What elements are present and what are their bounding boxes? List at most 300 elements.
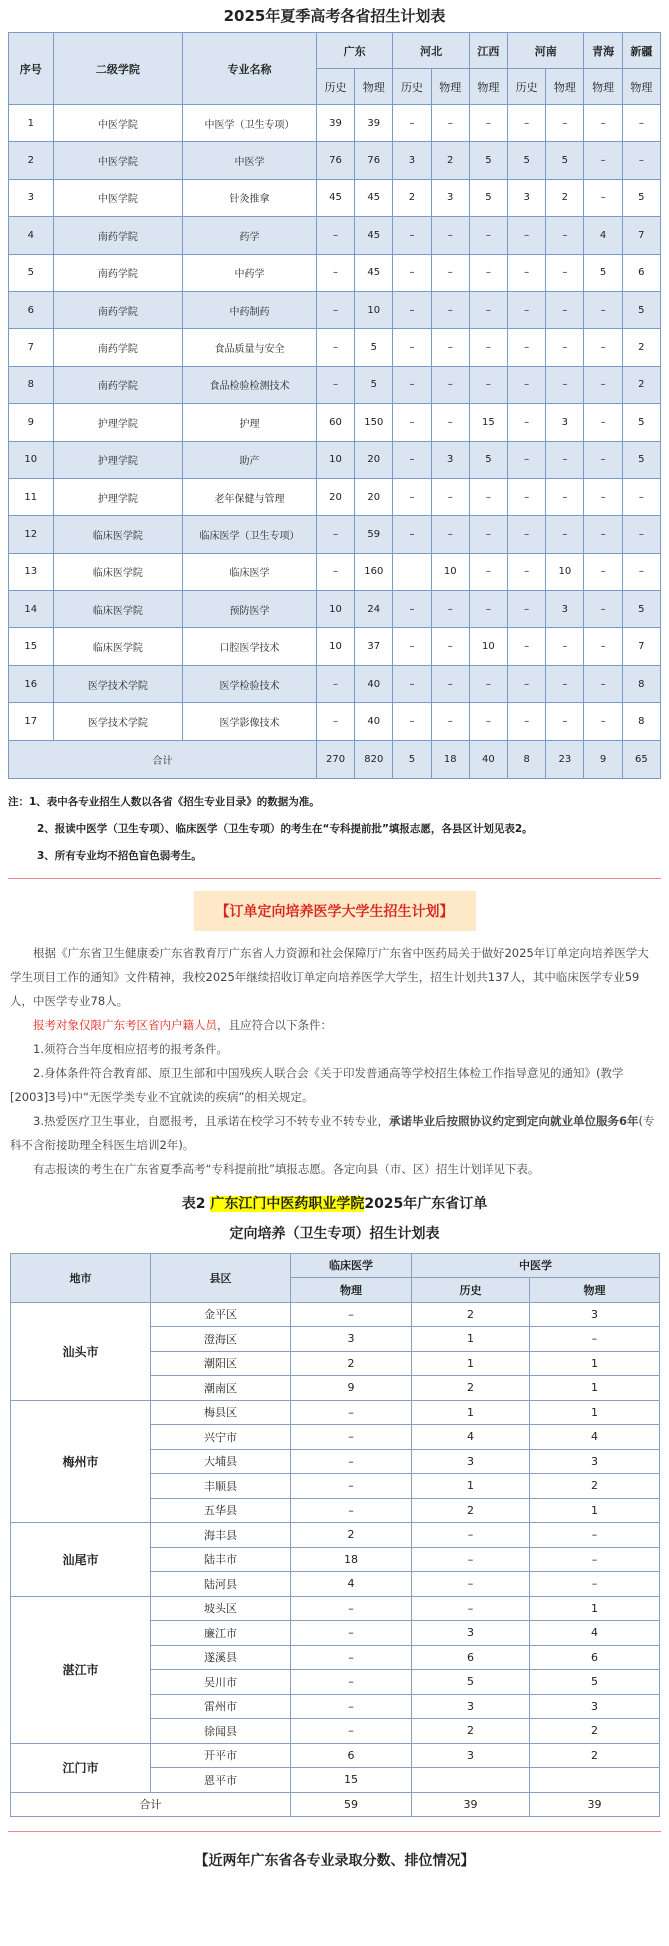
table-row xyxy=(9,553,661,590)
row-index: 16 xyxy=(9,665,54,702)
quota-cell: 3 xyxy=(412,1621,530,1646)
quota-cell: – xyxy=(508,366,546,403)
quota-cell: – xyxy=(431,291,469,328)
quota-cell: 3 xyxy=(546,404,584,441)
quota-cell: 1 xyxy=(412,1327,530,1352)
table-row xyxy=(9,254,661,291)
header-province-jiangxi: 江西 xyxy=(469,33,507,69)
quota-cell: 3 xyxy=(546,591,584,628)
header-sub: 物理 xyxy=(469,69,507,105)
row-index: 9 xyxy=(9,404,54,441)
quota-cell: – xyxy=(393,404,431,441)
quota-cell: 1 xyxy=(412,1351,530,1376)
quota-cell: 5 xyxy=(355,329,393,366)
quota-cell: 4 xyxy=(291,1572,412,1597)
table-row xyxy=(9,329,661,366)
quota-cell: 10 xyxy=(546,553,584,590)
college-cell: 临床医学院 xyxy=(53,516,183,553)
quota-cell: – xyxy=(316,703,354,740)
table-row xyxy=(9,591,661,628)
eligibility-highlight: 报考对象仅限广东考区省内户籍人员 xyxy=(33,1017,217,1032)
table-row xyxy=(9,217,661,254)
row-index: 5 xyxy=(9,254,54,291)
header-sub: 历史 xyxy=(316,69,354,105)
college-cell: 南药学院 xyxy=(53,329,183,366)
county-cell: 金平区 xyxy=(151,1302,291,1327)
quota-cell: – xyxy=(584,329,622,366)
quota-cell: – xyxy=(546,291,584,328)
quota-cell: – xyxy=(508,404,546,441)
t2-header-physics: 物理 xyxy=(291,1278,412,1303)
quota-cell: – xyxy=(622,553,660,590)
quota-cell: 10 xyxy=(316,628,354,665)
quota-cell: – xyxy=(469,553,507,590)
table-row xyxy=(11,1596,660,1621)
row-index: 11 xyxy=(9,478,54,515)
quota-cell: 2 xyxy=(412,1719,530,1744)
major-cell: 中药制药 xyxy=(183,291,317,328)
major-cell: 药学 xyxy=(183,217,317,254)
section-body xyxy=(0,941,669,1181)
header-sub: 历史 xyxy=(508,69,546,105)
total-cell: 39 xyxy=(530,1792,660,1816)
quota-cell: 45 xyxy=(355,254,393,291)
quota-cell: 1 xyxy=(530,1498,660,1523)
notes xyxy=(0,779,669,870)
county-cell: 恩平市 xyxy=(151,1768,291,1793)
quota-cell: – xyxy=(508,254,546,291)
quota-cell: 3 xyxy=(431,441,469,478)
quota-cell: – xyxy=(622,142,660,179)
quota-cell: 5 xyxy=(355,366,393,403)
major-cell: 临床医学（卫生专项） xyxy=(183,516,317,553)
section-banner: 【订单定向培养医学大学生招生计划】 xyxy=(194,891,476,931)
quota-cell: 2 xyxy=(412,1376,530,1401)
quota-cell: – xyxy=(546,516,584,553)
quota-cell: 5 xyxy=(469,179,507,216)
quota-cell xyxy=(530,1768,660,1793)
county-cell: 大埔县 xyxy=(151,1449,291,1474)
quota-cell: 37 xyxy=(355,628,393,665)
paragraph-condition-1: 1.须符合当年度相应招考的报考条件。 xyxy=(33,1041,228,1056)
quota-cell: 2 xyxy=(622,366,660,403)
quota-cell: 5 xyxy=(546,142,584,179)
quota-cell: – xyxy=(546,478,584,515)
quota-cell: – xyxy=(316,291,354,328)
quota-cell: 5 xyxy=(508,142,546,179)
quota-cell: – xyxy=(584,516,622,553)
quota-cell: – xyxy=(393,217,431,254)
quota-cell: – xyxy=(584,404,622,441)
quota-cell: 2 xyxy=(393,179,431,216)
quota-cell: 3 xyxy=(412,1743,530,1768)
major-cell: 口腔医学技术 xyxy=(183,628,317,665)
row-index: 17 xyxy=(9,703,54,740)
quota-cell: – xyxy=(291,1719,412,1744)
quota-cell: – xyxy=(584,441,622,478)
quota-cell: 45 xyxy=(355,217,393,254)
table1-body xyxy=(9,105,661,779)
quota-cell: – xyxy=(469,591,507,628)
header-sub: 物理 xyxy=(355,69,393,105)
quota-cell: – xyxy=(393,591,431,628)
quota-cell: 1 xyxy=(530,1376,660,1401)
quota-cell: – xyxy=(584,703,622,740)
county-cell: 廉江市 xyxy=(151,1621,291,1646)
quota-cell: – xyxy=(508,628,546,665)
major-cell: 中医学 xyxy=(183,142,317,179)
header-sub: 物理 xyxy=(584,69,622,105)
total-label: 合计 xyxy=(9,740,317,778)
quota-cell: – xyxy=(393,478,431,515)
quota-cell: – xyxy=(393,628,431,665)
major-cell: 老年保健与管理 xyxy=(183,478,317,515)
quota-cell: – xyxy=(508,591,546,628)
quota-cell: – xyxy=(530,1327,660,1352)
quota-cell: 2 xyxy=(530,1474,660,1499)
quota-cell: 60 xyxy=(316,404,354,441)
college-cell: 临床医学院 xyxy=(53,628,183,665)
header-sub: 物理 xyxy=(546,69,584,105)
quota-cell: – xyxy=(393,254,431,291)
quota-cell: – xyxy=(508,441,546,478)
college-cell: 南药学院 xyxy=(53,217,183,254)
quota-cell: 3 xyxy=(530,1694,660,1719)
condition-3-a: 3.热爱医疗卫生事业，自愿报考，且承诺在校学习不转专业不转专业， xyxy=(33,1113,389,1128)
quota-cell: – xyxy=(584,478,622,515)
total-cell: 65 xyxy=(622,740,660,778)
table-row xyxy=(9,516,661,553)
table1-title: 2025年夏季高考各省招生计划表 xyxy=(223,7,446,25)
paragraph-eligibility xyxy=(0,1013,669,1037)
quota-cell: 5 xyxy=(622,404,660,441)
college-cell: 护理学院 xyxy=(53,441,183,478)
table-row xyxy=(9,105,661,142)
county-cell: 陆丰市 xyxy=(151,1547,291,1572)
quota-cell: 7 xyxy=(622,217,660,254)
quota-cell: – xyxy=(393,366,431,403)
major-cell: 护理 xyxy=(183,404,317,441)
quota-cell: 4 xyxy=(412,1425,530,1450)
header-college: 二级学院 xyxy=(53,33,183,105)
quota-cell: 76 xyxy=(355,142,393,179)
table2-body xyxy=(11,1302,660,1816)
table-row xyxy=(9,703,661,740)
note-1: 注：1、表中各专业招生人数以各省《招生专业目录》的数据为准。 xyxy=(8,795,320,808)
total-cell: 270 xyxy=(316,740,354,778)
total-cell: 40 xyxy=(469,740,507,778)
quota-cell: – xyxy=(584,179,622,216)
t2-header-clinical: 临床医学 xyxy=(291,1253,412,1278)
quota-cell: – xyxy=(508,291,546,328)
quota-cell: 160 xyxy=(355,553,393,590)
quota-cell: – xyxy=(291,1694,412,1719)
quota-cell: – xyxy=(431,329,469,366)
quota-cell: – xyxy=(291,1425,412,1450)
city-cell: 湛江市 xyxy=(11,1596,151,1743)
college-cell: 护理学院 xyxy=(53,404,183,441)
row-index: 4 xyxy=(9,217,54,254)
condition-3-c: (专科不含衔接助理全科医生培训2年)。 xyxy=(10,1113,655,1152)
county-cell: 陆河县 xyxy=(151,1572,291,1597)
quota-cell: 2 xyxy=(546,179,584,216)
quota-cell: 4 xyxy=(530,1621,660,1646)
t2-header-city: 地市 xyxy=(11,1253,151,1302)
major-cell: 临床医学 xyxy=(183,553,317,590)
quota-cell: – xyxy=(546,217,584,254)
header-major: 专业名称 xyxy=(183,33,317,105)
quota-cell: 15 xyxy=(291,1768,412,1793)
quota-cell: – xyxy=(584,553,622,590)
major-cell: 食品检验检测技术 xyxy=(183,366,317,403)
quota-cell: – xyxy=(530,1523,660,1548)
quota-cell: 76 xyxy=(316,142,354,179)
quota-cell: 1 xyxy=(530,1351,660,1376)
quota-cell: 5 xyxy=(530,1670,660,1695)
county-cell: 雷州市 xyxy=(151,1694,291,1719)
table-row xyxy=(11,1743,660,1768)
quota-cell: – xyxy=(393,329,431,366)
table-row xyxy=(9,404,661,441)
quota-cell: 3 xyxy=(412,1449,530,1474)
quota-cell: – xyxy=(431,665,469,702)
quota-cell: – xyxy=(291,1302,412,1327)
table-row xyxy=(9,665,661,702)
quota-cell: – xyxy=(584,291,622,328)
college-cell: 医学技术学院 xyxy=(53,703,183,740)
quota-cell: 7 xyxy=(622,628,660,665)
quota-cell: – xyxy=(530,1572,660,1597)
county-cell: 兴宁市 xyxy=(151,1425,291,1450)
condition-3-bold: 承诺毕业后按照协议约定到定向就业单位服务6年 xyxy=(388,1113,639,1128)
quota-cell: – xyxy=(316,217,354,254)
quota-cell: 2 xyxy=(291,1523,412,1548)
quota-cell: – xyxy=(584,591,622,628)
county-cell: 五华县 xyxy=(151,1498,291,1523)
header-province-qinghai: 青海 xyxy=(584,33,622,69)
row-index: 7 xyxy=(9,329,54,366)
quota-cell: 3 xyxy=(393,142,431,179)
quota-cell: 3 xyxy=(412,1694,530,1719)
quota-cell: – xyxy=(291,1474,412,1499)
row-index: 13 xyxy=(9,553,54,590)
quota-cell: 10 xyxy=(469,628,507,665)
quota-cell: – xyxy=(546,254,584,291)
quota-cell: – xyxy=(508,516,546,553)
t2-header-history: 历史 xyxy=(412,1278,530,1303)
table-row xyxy=(11,1523,660,1548)
table-row xyxy=(11,1400,660,1425)
college-cell: 南药学院 xyxy=(53,366,183,403)
quota-cell: 4 xyxy=(530,1425,660,1450)
quota-cell: – xyxy=(469,366,507,403)
quota-cell: – xyxy=(530,1547,660,1572)
county-cell: 梅县区 xyxy=(151,1400,291,1425)
quota-cell: 2 xyxy=(530,1743,660,1768)
total-cell: 820 xyxy=(355,740,393,778)
quota-cell: – xyxy=(546,703,584,740)
quota-cell: 6 xyxy=(412,1645,530,1670)
county-plan-table xyxy=(10,1253,660,1817)
quota-cell: – xyxy=(584,142,622,179)
major-cell: 预防医学 xyxy=(183,591,317,628)
major-cell: 针灸推拿 xyxy=(183,179,317,216)
header-sub: 物理 xyxy=(622,69,660,105)
paragraph-condition-2: 2.身体条件符合教育部、原卫生部和中国残疾人联合会《关于印发普通高等学校招生体检工作指导意见的通知》(教学[2003]3号)中“无医学类专业不宜就读的疾病”的相关规定。 xyxy=(10,1065,624,1104)
quota-cell: – xyxy=(546,366,584,403)
quota-cell: – xyxy=(431,591,469,628)
quota-cell: – xyxy=(291,1498,412,1523)
paragraph-intro: 根据《广东省卫生健康委广东省教育厅广东省人力资源和社会保障厅广东省中医药局关于做好2025年订单定向培养医学大学生项目工作的通知》文件精神，我校2025年继续招收订单定向培养医学大学生，招生计划共137人，其中临床医学专业59人，中医学专业78人。 xyxy=(10,945,649,1008)
quota-cell: 3 xyxy=(291,1327,412,1352)
table-row xyxy=(11,1302,660,1327)
quota-cell: 39 xyxy=(355,105,393,142)
quota-cell: 20 xyxy=(316,478,354,515)
quota-cell: – xyxy=(412,1523,530,1548)
county-cell: 丰顺县 xyxy=(151,1474,291,1499)
quota-cell: – xyxy=(412,1596,530,1621)
college-cell: 中医学院 xyxy=(53,105,183,142)
table-row xyxy=(9,628,661,665)
quota-cell: 3 xyxy=(508,179,546,216)
major-cell: 食品质量与安全 xyxy=(183,329,317,366)
table-row xyxy=(9,478,661,515)
major-cell: 中药学 xyxy=(183,254,317,291)
city-cell: 汕头市 xyxy=(11,1302,151,1400)
quota-cell: – xyxy=(469,516,507,553)
county-cell: 开平市 xyxy=(151,1743,291,1768)
quota-cell: 10 xyxy=(431,553,469,590)
college-cell: 临床医学院 xyxy=(53,591,183,628)
total-cell: 18 xyxy=(431,740,469,778)
quota-cell: – xyxy=(622,478,660,515)
row-index: 14 xyxy=(9,591,54,628)
row-index: 2 xyxy=(9,142,54,179)
quota-cell: – xyxy=(393,516,431,553)
quota-cell: – xyxy=(316,665,354,702)
county-cell: 徐闻县 xyxy=(151,1719,291,1744)
quota-cell: – xyxy=(546,105,584,142)
quota-cell: 40 xyxy=(355,703,393,740)
county-cell: 海丰县 xyxy=(151,1523,291,1548)
major-cell: 医学影像技术 xyxy=(183,703,317,740)
quota-cell: – xyxy=(508,329,546,366)
quota-cell: – xyxy=(546,329,584,366)
total-cell: 5 xyxy=(393,740,431,778)
row-index: 8 xyxy=(9,366,54,403)
quota-cell: 2 xyxy=(291,1351,412,1376)
quota-cell: 9 xyxy=(291,1376,412,1401)
header-province-hebei: 河北 xyxy=(393,33,469,69)
quota-cell: 20 xyxy=(355,478,393,515)
table2-title xyxy=(0,1189,669,1219)
county-cell: 潮阳区 xyxy=(151,1351,291,1376)
quota-cell: – xyxy=(393,703,431,740)
admission-plan-table xyxy=(8,32,661,779)
city-cell: 梅州市 xyxy=(11,1400,151,1523)
college-cell: 临床医学院 xyxy=(53,553,183,590)
quota-cell: 8 xyxy=(622,665,660,702)
quota-cell: 40 xyxy=(355,665,393,702)
college-cell: 南药学院 xyxy=(53,291,183,328)
quota-cell: 3 xyxy=(431,179,469,216)
table1-wrapper xyxy=(0,32,669,779)
paragraph-condition-3 xyxy=(0,1109,669,1157)
quota-cell: – xyxy=(431,254,469,291)
header-province-henan: 河南 xyxy=(508,33,584,69)
row-index: 12 xyxy=(9,516,54,553)
row-index: 1 xyxy=(9,105,54,142)
quota-cell xyxy=(393,553,431,590)
note-2: 2、报读中医学（卫生专项）、临床医学（卫生专项）的考生在“专科提前批”填报志愿，各县区计划见表2。 xyxy=(37,822,533,835)
county-cell: 潮南区 xyxy=(151,1376,291,1401)
quota-cell: – xyxy=(584,628,622,665)
total-cell: 8 xyxy=(508,740,546,778)
quota-cell: – xyxy=(431,404,469,441)
quota-cell: 18 xyxy=(291,1547,412,1572)
quota-cell: – xyxy=(469,665,507,702)
row-index: 3 xyxy=(9,179,54,216)
quota-cell: – xyxy=(431,366,469,403)
quota-cell: – xyxy=(393,441,431,478)
quota-cell: 20 xyxy=(355,441,393,478)
quota-cell: – xyxy=(469,254,507,291)
quota-cell: – xyxy=(431,703,469,740)
quota-cell: – xyxy=(469,105,507,142)
t2-header-tcm: 中医学 xyxy=(412,1253,660,1278)
college-cell: 医学技术学院 xyxy=(53,665,183,702)
total-cell: 9 xyxy=(584,740,622,778)
quota-cell: 24 xyxy=(355,591,393,628)
quota-cell: – xyxy=(431,628,469,665)
major-cell: 医学检验技术 xyxy=(183,665,317,702)
row-index: 6 xyxy=(9,291,54,328)
quota-cell: – xyxy=(469,291,507,328)
t2-header-physics: 物理 xyxy=(530,1278,660,1303)
quota-cell: – xyxy=(291,1621,412,1646)
county-cell: 吴川市 xyxy=(151,1670,291,1695)
quota-cell: 5 xyxy=(622,591,660,628)
quota-cell: 4 xyxy=(584,217,622,254)
quota-cell: 2 xyxy=(431,142,469,179)
table2-wrapper xyxy=(0,1253,669,1817)
quota-cell: 1 xyxy=(530,1400,660,1425)
quota-cell: – xyxy=(546,628,584,665)
table2-title-highlight: 广东江门中医药职业学院 xyxy=(210,1195,365,1212)
quota-cell: 10 xyxy=(355,291,393,328)
quota-cell: 6 xyxy=(530,1645,660,1670)
note-3: 3、所有专业均不招色盲色弱考生。 xyxy=(37,849,202,862)
quota-cell: – xyxy=(584,105,622,142)
quota-cell: – xyxy=(469,329,507,366)
quota-cell: 5 xyxy=(622,291,660,328)
table-row xyxy=(9,291,661,328)
table2-title-line2: 定向培养（卫生专项）招生计划表 xyxy=(229,1225,440,1242)
major-cell: 助产 xyxy=(183,441,317,478)
total-label: 合计 xyxy=(11,1792,291,1816)
county-cell: 遂溪县 xyxy=(151,1645,291,1670)
quota-cell: – xyxy=(291,1400,412,1425)
quota-cell: – xyxy=(393,105,431,142)
quota-cell: 150 xyxy=(355,404,393,441)
total-cell: 39 xyxy=(412,1792,530,1816)
eligibility-rest: ，且应符合以下条件： xyxy=(217,1017,332,1032)
quota-cell: – xyxy=(412,1572,530,1597)
quota-cell: – xyxy=(469,478,507,515)
quota-cell: – xyxy=(316,553,354,590)
quota-cell: – xyxy=(508,703,546,740)
table-row xyxy=(9,366,661,403)
